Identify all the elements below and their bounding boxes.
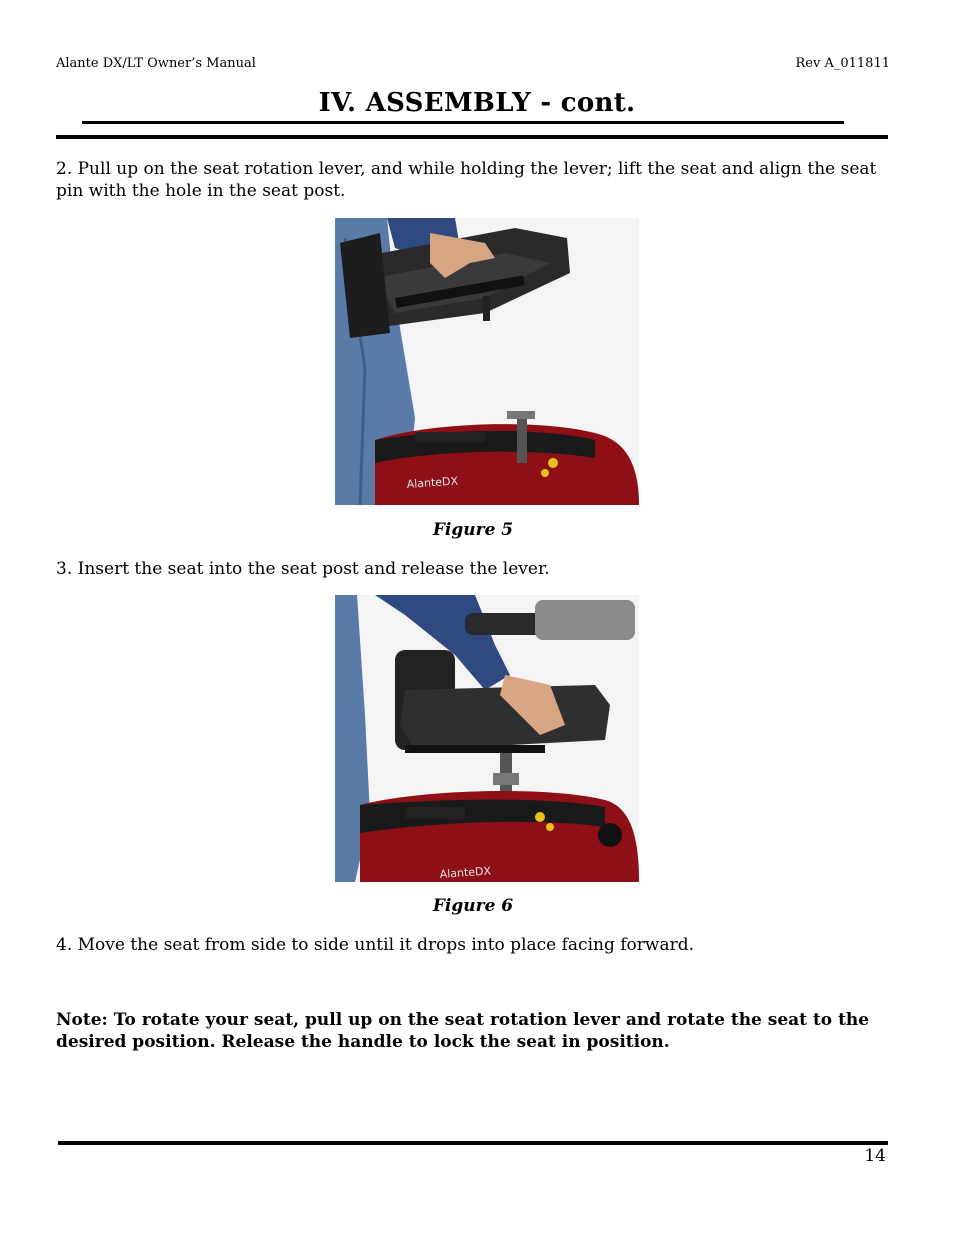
note-text: Note: To rotate your seat, pull up on the seat rotation lever and rotate the seat to the desired position. Release the handle to lock the seat in position. xyxy=(56,1010,870,1052)
step-3-text: 3. Insert the seat into the seat post and release the lever. xyxy=(56,559,550,579)
step-4-text: 4. Move the seat from side to side until it drops into place facing forward. xyxy=(56,935,694,955)
figure-5-badge: AlanteDX xyxy=(406,474,459,491)
header-manual-title: Alante DX/LT Owner’s Manual xyxy=(56,56,256,71)
step-2-text: 2. Pull up on the seat rotation lever, and while holding the lever; lift the seat and align the seat pin with the hole in the seat post. xyxy=(56,159,877,201)
figure-6-photo xyxy=(335,595,639,882)
figure-6-caption: Figure 6 xyxy=(432,896,514,916)
figure-6-illustration xyxy=(335,595,639,882)
figure-5-caption: Figure 5 xyxy=(432,520,514,540)
header-revision: Rev A_011811 xyxy=(795,56,890,71)
header-divider xyxy=(56,135,888,139)
figure-5-illustration xyxy=(335,218,639,505)
figure-6-badge: AlanteDX xyxy=(439,864,492,881)
page-number: 14 xyxy=(864,1146,886,1166)
footer-divider xyxy=(58,1141,888,1145)
section-title: IV. ASSEMBLY - cont. xyxy=(318,88,636,118)
figure-5-photo xyxy=(335,218,639,505)
title-underline xyxy=(82,121,844,124)
